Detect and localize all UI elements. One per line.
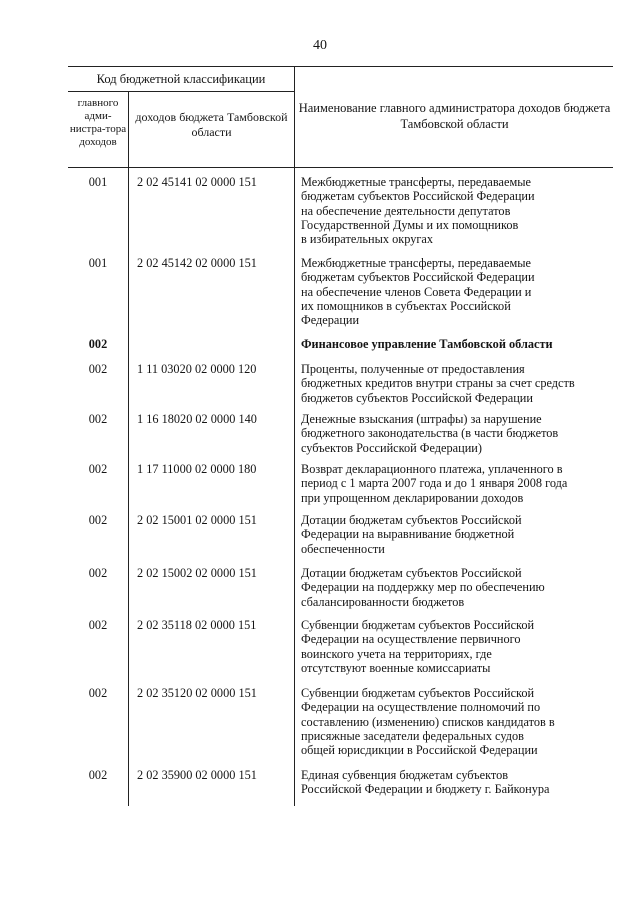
admin-code: 002 bbox=[88, 768, 108, 782]
code-group-underline bbox=[68, 91, 294, 92]
header-income-column: доходов бюджета Тамбовской области bbox=[135, 110, 288, 139]
section-heading: Финансовое управление Тамбовской области bbox=[301, 337, 553, 351]
income-name: Межбюджетные трансферты, передаваемые бюджетам субъектов Российской Федерации на обеспечение деятельности депутатов Государственной Думы и их помощников в избирательных округах bbox=[301, 175, 535, 246]
admin-code: 002 bbox=[88, 412, 108, 426]
income-name: Дотации бюджетам субъектов Российской Федерации на поддержку мер по обеспечению сбалансированности бюджетов bbox=[301, 566, 545, 609]
income-name: Единая субвенция бюджетам субъектов Российской Федерации и бюджету г. Байконура bbox=[301, 768, 550, 797]
admin-code: 002 bbox=[88, 513, 108, 527]
admin-code: 002 bbox=[88, 686, 108, 700]
income-code: 2 02 45141 02 0000 151 bbox=[137, 175, 257, 189]
page-number: 40 bbox=[313, 38, 327, 53]
header-name-column: Наименование главного администратора доходов бюджета Тамбовской области bbox=[298, 101, 611, 132]
income-code: 2 02 35120 02 0000 151 bbox=[137, 686, 257, 700]
income-name: Субвенции бюджетам субъектов Российской Федерации на осуществление первичного воинского учета на территориях, где отсутствуют военные комиссариаты bbox=[301, 618, 535, 675]
admin-code: 002 bbox=[88, 337, 108, 351]
admin-code: 002 bbox=[88, 566, 108, 580]
income-code: 1 17 11000 02 0000 180 bbox=[137, 462, 257, 476]
table-top-border bbox=[68, 66, 613, 67]
admin-code: 001 bbox=[88, 175, 108, 189]
income-name: Межбюджетные трансферты, передаваемые бюджетам субъектов Российской Федерации на обеспечение членов Совета Федерации и их помощников в субъектах Российской Федерации bbox=[301, 256, 535, 327]
income-name: Субвенции бюджетам субъектов Российской Федерации на осуществление полномочий по составлению (изменению) списков кандидатов в присяжные заседатели федеральных судов общей юрисдикции в Российской Федерации bbox=[301, 686, 555, 757]
admin-code: 002 bbox=[88, 618, 108, 632]
header-bottom-border bbox=[68, 167, 613, 168]
income-code: 2 02 35900 02 0000 151 bbox=[137, 768, 257, 782]
column-divider-2 bbox=[294, 66, 295, 806]
admin-code: 002 bbox=[88, 462, 108, 476]
income-code: 1 11 03020 02 0000 120 bbox=[137, 362, 257, 376]
admin-code: 001 bbox=[88, 256, 108, 270]
income-code: 2 02 35118 02 0000 151 bbox=[137, 618, 257, 632]
income-name: Денежные взыскания (штрафы) за нарушение бюджетного законодательства (в части бюджетов субъектов Российской Федерации) bbox=[301, 412, 559, 455]
header-code-group: Код бюджетной классификации bbox=[96, 72, 266, 86]
header-admin-column: главного адми-нистра-тора доходов bbox=[69, 97, 127, 148]
income-code: 2 02 15001 02 0000 151 bbox=[137, 513, 257, 527]
income-name: Возврат декларационного платежа, уплаченного в период с 1 марта 2007 года и до 1 января 2008 года при упрощенном декларировании доходов bbox=[301, 462, 568, 505]
budget-code-table bbox=[68, 66, 613, 806]
income-name: Дотации бюджетам субъектов Российской Федерации на выравнивание бюджетной обеспеченности bbox=[301, 513, 522, 556]
income-code: 1 16 18020 02 0000 140 bbox=[137, 412, 257, 426]
income-code: 2 02 45142 02 0000 151 bbox=[137, 256, 257, 270]
admin-code: 002 bbox=[88, 362, 108, 376]
income-name: Проценты, полученные от предоставления бюджетных кредитов внутри страны за счет средств бюджетов субъектов Российской Федерации bbox=[301, 362, 575, 405]
column-divider-1 bbox=[128, 91, 129, 806]
income-code: 2 02 15002 02 0000 151 bbox=[137, 566, 257, 580]
